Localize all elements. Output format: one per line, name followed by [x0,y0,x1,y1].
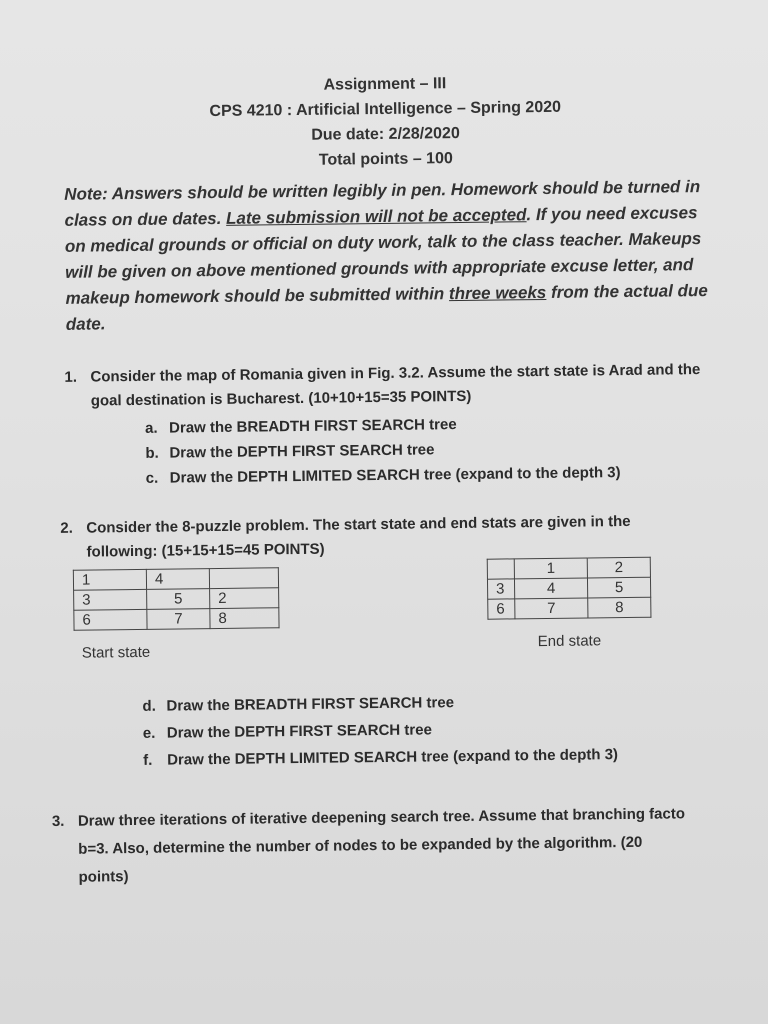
item-text: Draw the DEPTH FIRST SEARCH tree [169,441,435,462]
grid-row [487,557,650,579]
end-state-label: End state [537,632,602,651]
question-1-line-2: goal destination is Bucharest. (10+10+15=35 POINTS) [90,387,472,410]
grid-cell: 3 [487,579,514,599]
grid-cell: 5 [147,589,210,610]
item-letter: b. [145,444,159,462]
item-letter: e. [142,724,156,742]
grid-cell: 5 [587,577,650,598]
question-1a [145,413,457,441]
grid-row [73,568,278,591]
question-1-line-1: Consider the map of Romania given in Fig. 3.2. Assume the start state is Arad and the [90,361,701,386]
course-title: CPS 4210 : Artificial Intelligence – Spring 2020 [209,98,562,121]
question-2e [143,718,432,746]
grid-row [74,588,279,611]
question-3-number: 3. [51,812,65,831]
item-text: Draw the DEPTH LIMITED SEARCH tree (expand to the depth 3) [167,746,619,769]
start-state-label: Start state [81,643,151,662]
note-text-2: . If you need excuses on medical grounds or official on duty work, talk to the class teacher. Makeups will be given on above mentioned grounds with appropriate excuse letter, and makeup homework should be submitted within [64,203,702,308]
grid-cell: 1 [73,569,146,590]
question-2-number: 2. [60,519,73,537]
question-3 [52,799,765,892]
grid-cell [209,568,278,589]
note-text-3: from the actual due date. [65,280,708,334]
late-submission-text: Late submission will not be accepted [225,205,527,228]
total-points: Total points – 100 [318,150,453,169]
grid-cell [487,559,514,579]
three-weeks-text: three weeks [448,282,547,304]
assignment-title: Assignment – III [323,75,447,94]
grid-cell: 7 [515,598,588,619]
grid-cell: 8 [210,608,279,629]
item-text: Draw the DEPTH FIRST SEARCH tree [166,721,432,742]
grid-cell: 4 [514,578,587,599]
question-3-line-3: points) [78,868,129,886]
grid-row [488,597,651,619]
start-state-grid [73,567,280,631]
grid-row [74,608,279,631]
item-text: Draw the DEPTH LIMITED SEARCH tree (expand to the depth 3) [169,464,621,487]
grid-cell: 1 [514,558,587,579]
grid-cell: 4 [146,569,209,590]
question-2-line-2: following: (15+15+15=45 POINTS) [86,540,325,561]
grid-cell: 2 [587,557,650,578]
question-1c [146,461,621,491]
question-2f [143,743,618,773]
grid-cell: 6 [488,599,515,619]
grid-cell: 6 [74,609,147,630]
question-3-line-2: b=3. Also, determine the number of nodes to be expanded by the algorithm. (20 [78,833,643,858]
item-text: Draw the BREADTH FIRST SEARCH tree [166,694,455,715]
item-letter: a. [145,419,158,437]
item-text: Draw the BREADTH FIRST SEARCH tree [169,416,457,437]
question-1-number: 1. [64,368,78,386]
item-letter: f. [143,751,153,769]
question-2-line-1: Consider the 8-puzzle problem. The start state and end stats are given in the [86,512,631,537]
assignment-header [145,69,626,175]
due-date: Due date: 2/28/2020 [311,124,460,144]
note-text-1: Note: Answers should be written legibly in pen. Homework should be turned in class on due dates. [64,177,701,230]
question-1 [64,358,745,414]
item-letter: c. [145,469,159,487]
item-letter: d. [142,697,156,715]
grid-cell: 3 [74,589,147,610]
grid-cell: 2 [210,588,279,609]
end-state-grid [487,557,652,620]
question-1b [145,438,434,466]
grid-row [487,577,650,599]
grid-cell: 8 [588,597,651,618]
note-paragraph [64,174,721,338]
question-2d [142,691,454,719]
question-3-line-1: Draw three iterations of iterative deepening search tree. Assume that branching facto [77,805,686,830]
grid-cell: 7 [147,609,210,630]
